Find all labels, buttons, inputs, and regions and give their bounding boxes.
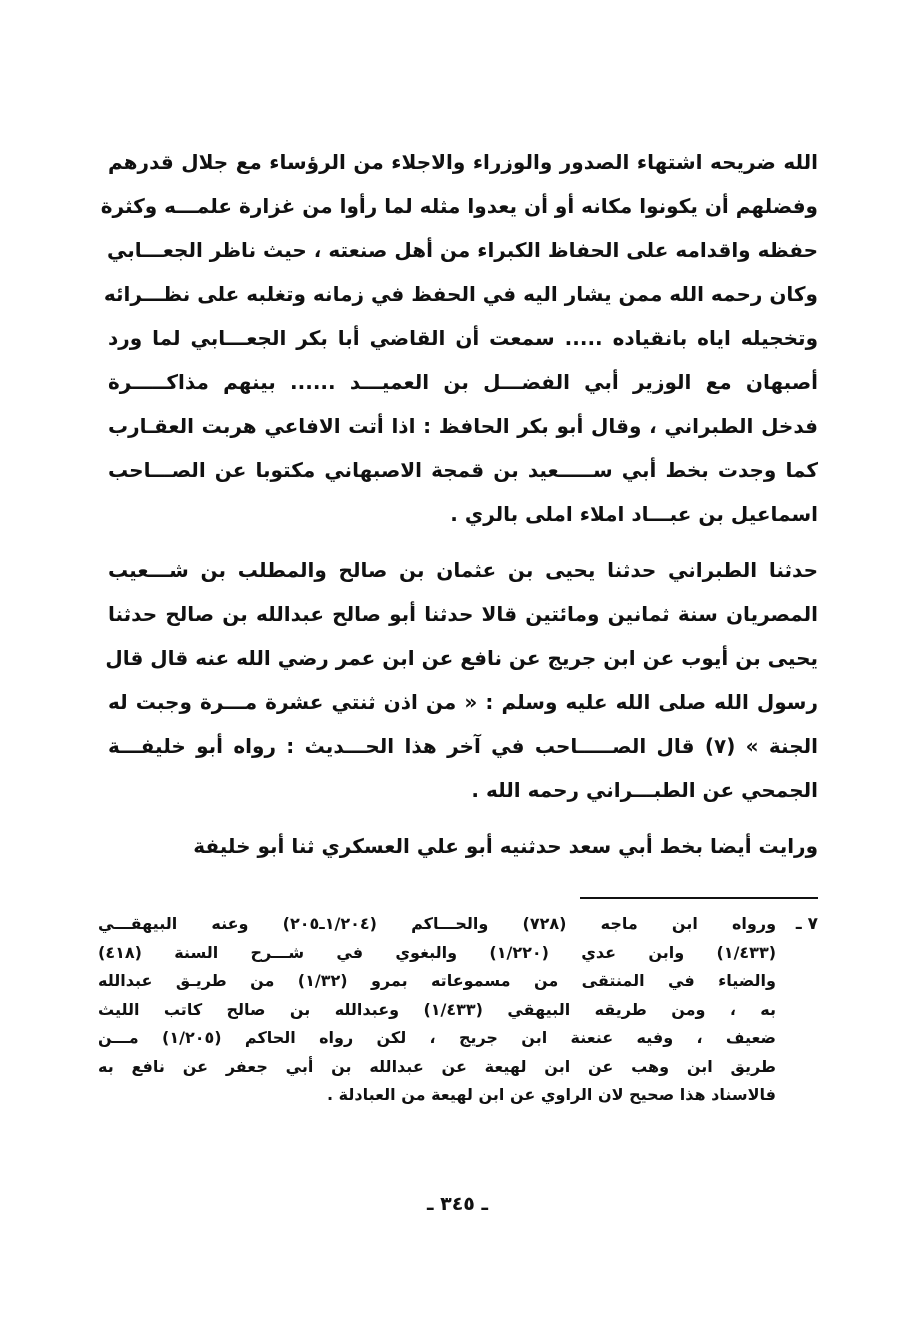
text-line: رسول الله صلى الله عليه وسلم : « من اذن ثنتي عشرة مـــرة وجبت له bbox=[108, 690, 818, 714]
footnote-line: فالاسناد هذا صحيح لان الراوي عن ابن لهيعة من العبادلة . bbox=[327, 1085, 776, 1104]
text-line: حدثنا الطبراني حدثنا يحيى بن عثمان بن صالح والمطلب بن شـــعيب bbox=[108, 558, 818, 582]
footnote-line: به ، ومن طريقه البيهقي (١/٤٣٣) وعبدالله بن صالح كاتب الليث bbox=[98, 999, 776, 1019]
text-line: الله ضريحه اشتهاء الصدور والوزراء والاجلاء من الرؤساء مع جلال قدرهم bbox=[108, 150, 818, 174]
footnote-line: والضياء في المنتقى من مسموعاته بمرو (١/٣٢) من طريـق عبدالله bbox=[98, 971, 776, 990]
footnote bbox=[98, 910, 818, 1110]
footnote-line: (١/٤٣٣) وابن عدي (١/٢٢٠) والبغوي في شـــرح السنة (٤١٨) bbox=[98, 942, 777, 962]
text-line: كما وجدت بخط أبي ســـــعيد بن قمجة الاصبهاني مكتوبا عن الصـــاحب bbox=[108, 458, 818, 482]
text-line: وفضلهم أن يكونوا مكانه أو أن يعدوا مثله لما رأوا من غزارة علمـــه وكثرة bbox=[100, 194, 818, 218]
paragraph-1 bbox=[100, 140, 818, 536]
text-line: ورايت أيضا بخط أبي سعد حدثنيه أبو علي العسكري ثنا أبو خليفة bbox=[193, 834, 818, 858]
text-line: حفظه واقدامه على الحفاظ الكبراء من أهل صنعته ، حيث ناظر الجعـــابي bbox=[106, 238, 818, 262]
text-line: اسماعيل بن عبـــاد املاء املى بالري . bbox=[450, 502, 818, 526]
paragraph-2 bbox=[105, 548, 818, 812]
text-line: وتخجيله اياه بانقياده ..... سمعت أن القاضي أبا بكر الجعـــابي لما ورد bbox=[108, 326, 818, 350]
main-text bbox=[100, 140, 818, 868]
text-line: المصريان سنة ثمانين ومائتين قالا حدثنا أبو صالح عبدالله بن صالح حدثنا bbox=[108, 602, 818, 626]
text-line: يحيى بن أيوب عن ابن جريج عن نافع عن ابن عمر رضي الله عنه قال قال bbox=[105, 646, 818, 670]
footnote-line: ورواه ابن ماجه (٧٢٨) والحـــاكم (١/٢٠٤ـ٢٠٥) وعنه البيهقـــي bbox=[98, 914, 777, 933]
page-number: ـ ٣٤٥ ـ bbox=[426, 1193, 488, 1215]
footnote-divider bbox=[580, 897, 818, 899]
footnote-number: ٧ ـ bbox=[795, 914, 818, 934]
text-line: الجنة » (٧) قال الصـــــاحب في آخر هذا الحـــديث : رواه أبو خليفـــة bbox=[108, 734, 818, 758]
footnote-body bbox=[98, 910, 776, 1110]
footnote-line: ضعيف ، وفيه عنعنة ابن جريج ، لكن رواه الحاكم (١/٢٠٥) مـــن bbox=[98, 1028, 777, 1047]
text-line: فدخل الطبراني ، وقال أبو بكر الحافظ : اذا أتت الافاعي هربت العقـارب bbox=[108, 414, 818, 438]
text-line: الجمحي عن الطبـــراني رحمه الله . bbox=[471, 778, 818, 802]
paragraph-3 bbox=[108, 824, 818, 868]
text-line: وكان رحمه الله ممن يشار اليه في الحفظ في زمانه وتغلبه على نظـــرائه bbox=[103, 282, 818, 306]
footnote-line: طريق ابن وهب عن ابن لهيعة عن عبدالله بن أبي جعفر عن نافع به bbox=[98, 1056, 776, 1076]
text-line: أصبهان مع الوزير أبي الفضـــل بن العميـــد ...... بينهم مذاكـــــرة bbox=[108, 370, 818, 394]
